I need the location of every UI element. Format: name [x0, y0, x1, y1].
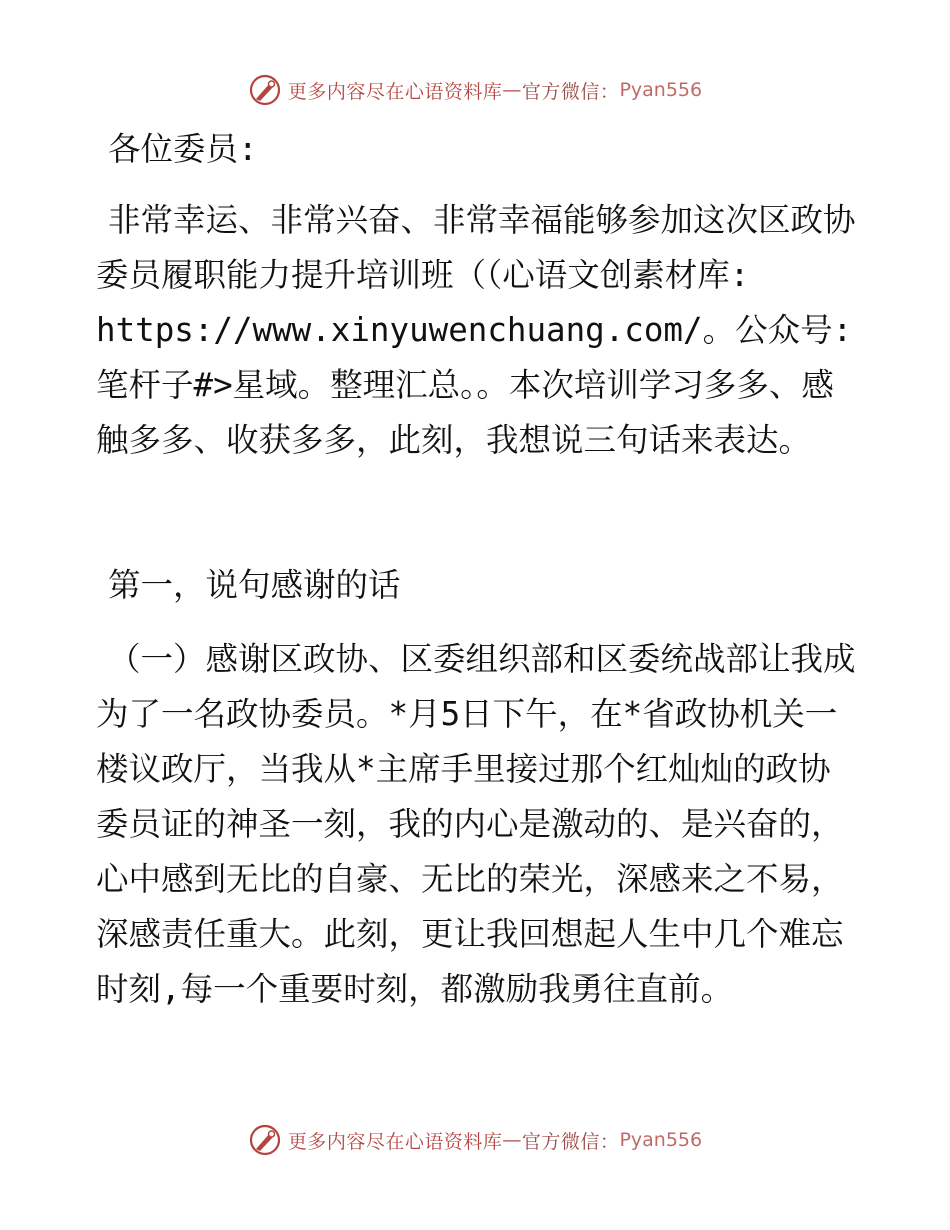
section-heading: 第一，说句感谢的话 [108, 566, 401, 604]
watermark-dash: — [502, 79, 522, 101]
footer-watermark [0, 1120, 950, 1160]
watermark-dash: — [502, 1129, 522, 1151]
watermark-text: 更多内容尽在心语资料库 [287, 1130, 503, 1153]
watermark-wechat-label: 官方微信： [521, 1130, 620, 1153]
pen-logo-icon [248, 1123, 282, 1157]
watermark-wechat-id: Pyan556 [619, 1129, 703, 1151]
watermark-wechat-label: 官方微信： [521, 80, 620, 103]
header-watermark [0, 70, 950, 110]
watermark-wechat-id: Pyan556 [619, 79, 703, 101]
intro-paragraph: 非常幸运、非常兴奋、非常幸福能够参加这次区政协委员履职能力提升培训班（（心语文创素材库: https://www.xinyuwenchuang.com/。公众号: 笔杆子#>星域。整理汇总。。本次培训学习多多、感触多多、收获多多，此刻，我想说三句话来表达。 [96, 201, 856, 459]
watermark-text: 更多内容尽在心语资料库 [287, 80, 503, 103]
pen-logo-icon [248, 73, 282, 107]
body-paragraph: （一）感谢区政协、区委组织部和区委统战部让我成为了一名政协委员。*月5日下午，在*省政协机关一楼议政厅，当我从*主席手里接过那个红灿灿的政协委员证的神圣一刻，我的内心是激动的、是兴奋的，心中感到无比的自豪、无比的荣光，深感来之不易，深感责任重大。此刻，更让我回想起人生中几个难忘时刻,每一个重要时刻，都激励我勇往直前。 [96, 640, 856, 1008]
salutation: 各位委员: [108, 130, 258, 168]
